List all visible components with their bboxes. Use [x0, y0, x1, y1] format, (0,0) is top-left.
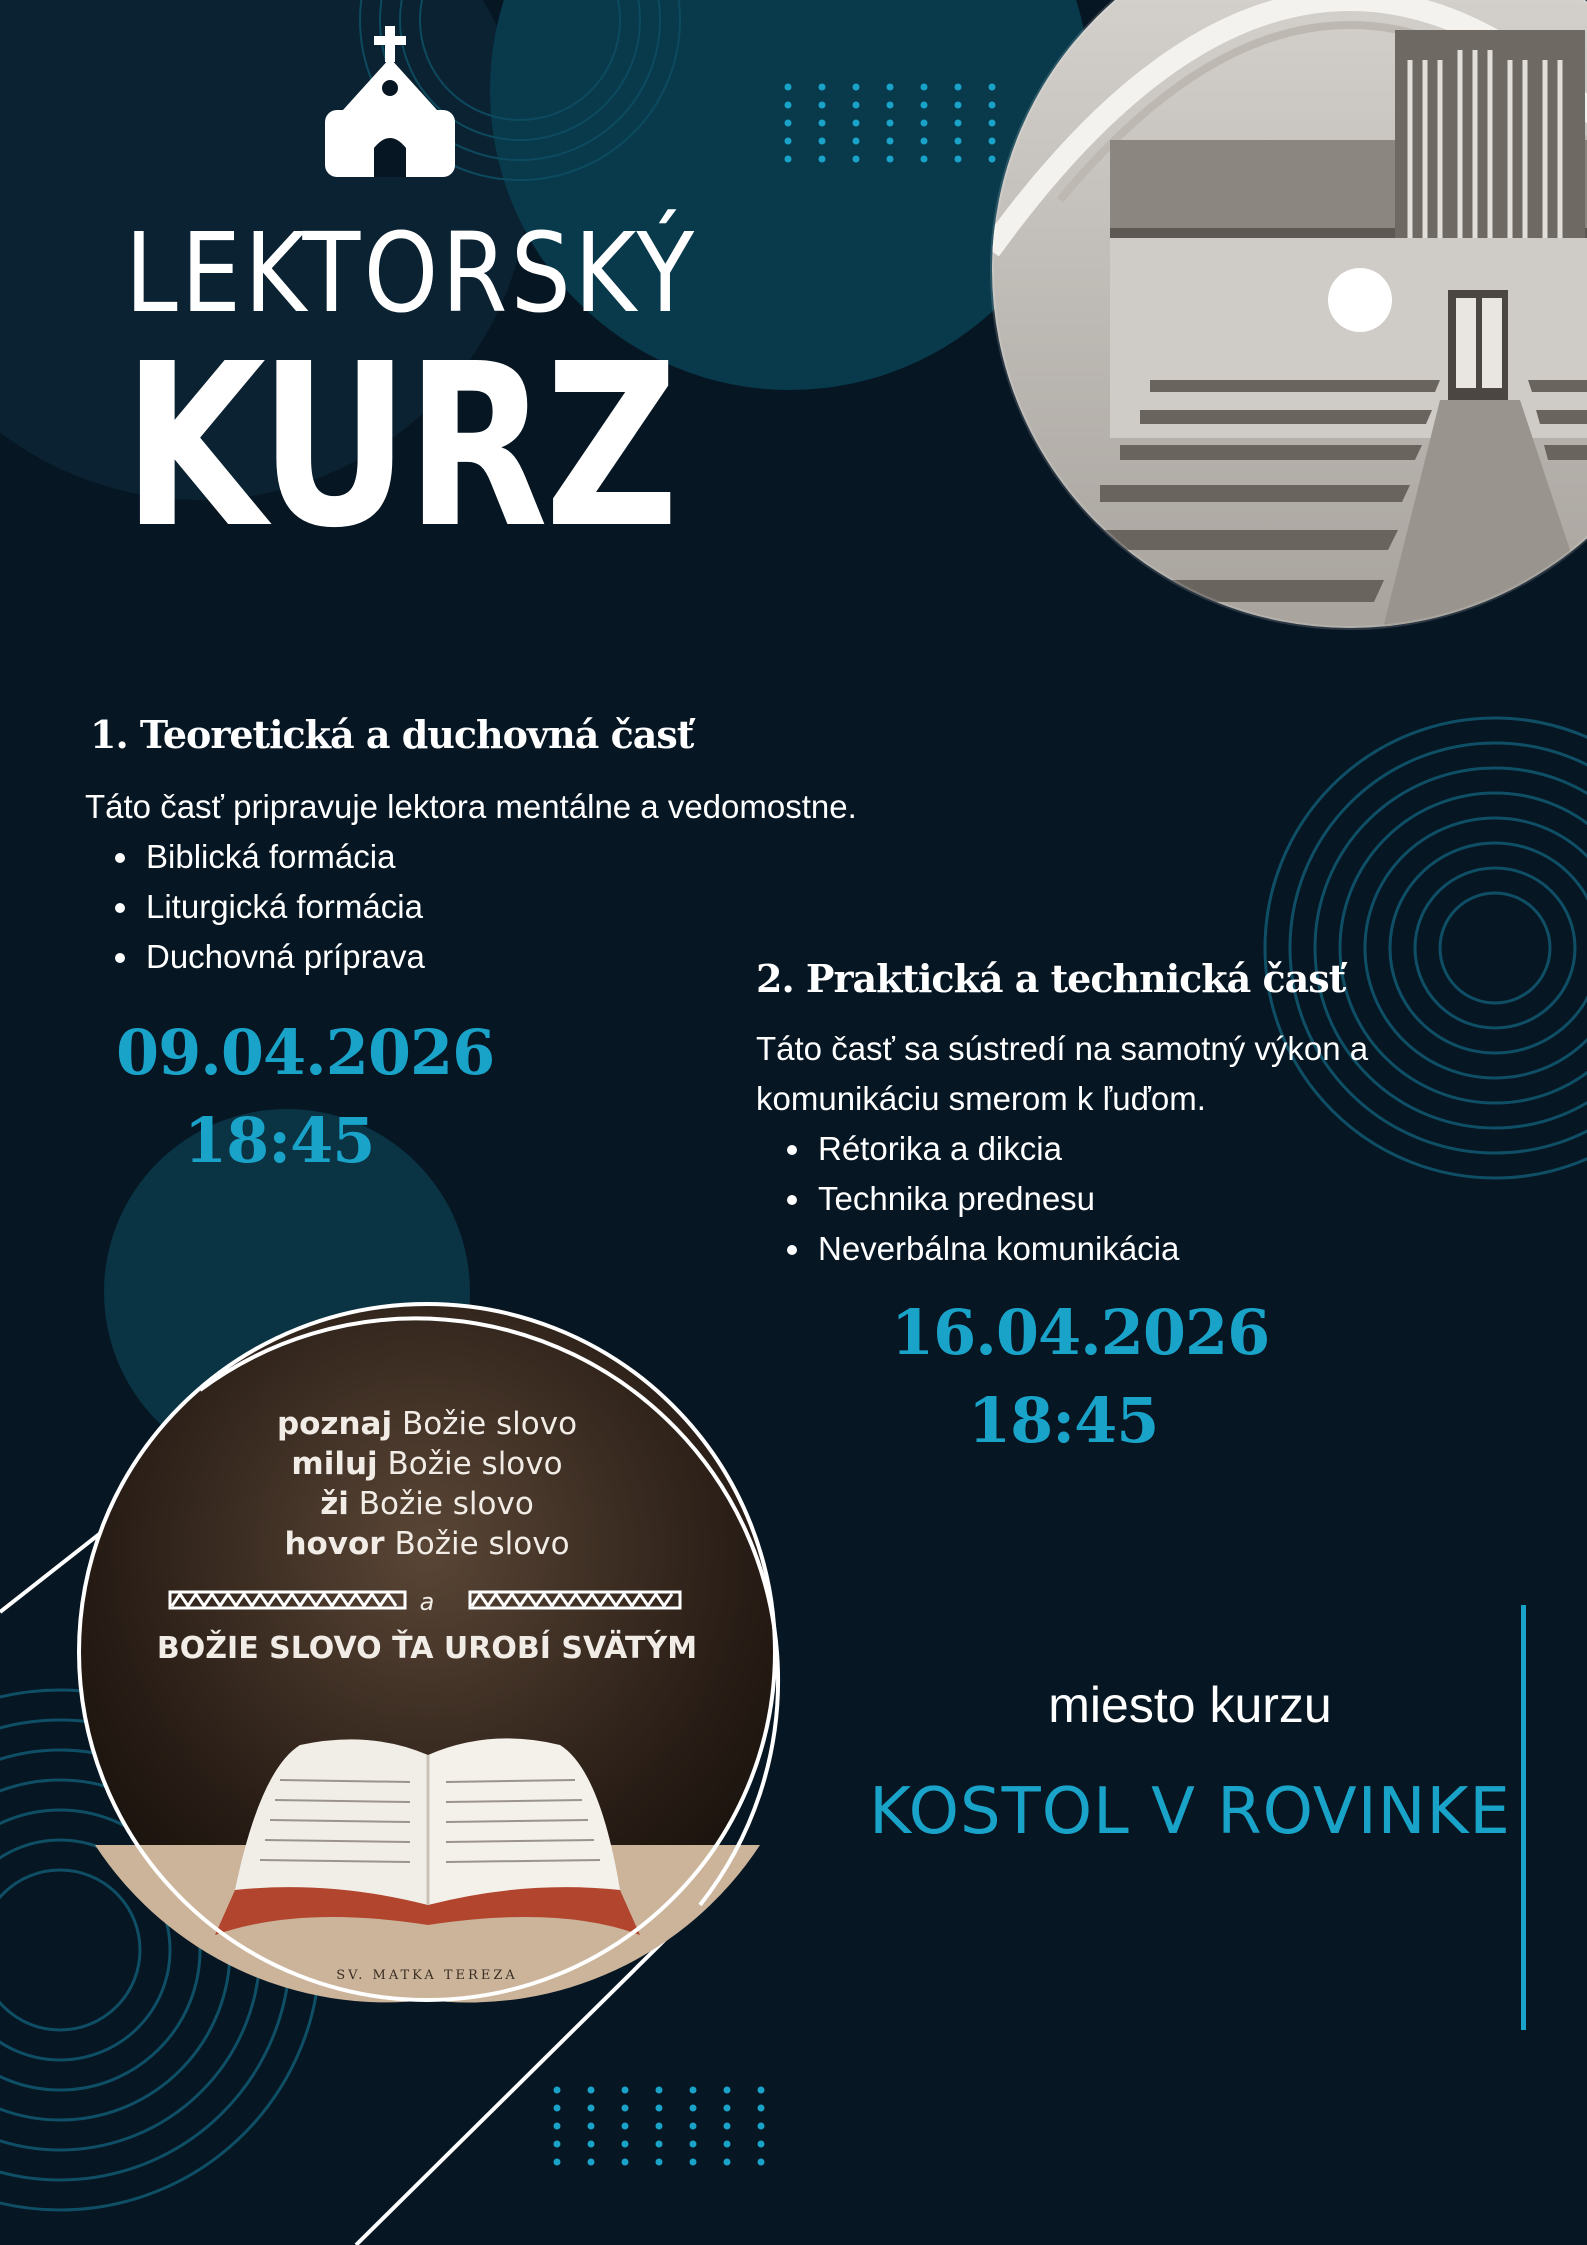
decorative-dot	[690, 2159, 697, 2166]
list-item: Liturgická formácia	[146, 882, 746, 932]
decorative-dot	[955, 102, 962, 109]
decorative-dot	[853, 138, 860, 145]
decorative-dot	[724, 2159, 731, 2166]
decorative-dot	[785, 120, 792, 127]
list-item: Duchovná príprava	[146, 932, 746, 982]
decorative-dot	[921, 102, 928, 109]
section2-list	[756, 1124, 1518, 1274]
list-item: Rétorika a dikcia	[818, 1124, 1518, 1174]
section2-date: 16.04.2026	[891, 1296, 1270, 1369]
bible-image	[79, 1304, 775, 2000]
decorative-dot	[989, 156, 996, 163]
decorative-dot	[758, 2123, 765, 2130]
verse-line: miluj Božie slovo	[291, 1446, 563, 1482]
decorative-dot	[758, 2159, 765, 2166]
decorative-dot	[955, 120, 962, 127]
list-item: Technika prednesu	[818, 1174, 1518, 1224]
decorative-dot	[588, 2141, 595, 2148]
decorative-dot	[588, 2105, 595, 2112]
decorative-dot	[656, 2087, 663, 2094]
decorative-dot	[853, 120, 860, 127]
list-item: Neverbálna komunikácia	[818, 1224, 1518, 1274]
decorative-dot	[554, 2087, 561, 2094]
section1-time: 18:45	[184, 1104, 375, 1177]
decorative-dot	[887, 102, 894, 109]
decorative-dot	[785, 102, 792, 109]
decorative-dot	[724, 2087, 731, 2094]
decorative-dot	[554, 2105, 561, 2112]
section2-description: Táto časť sa sústredí na samotný výkon a komunikáciu smerom k ľuďom.	[756, 1030, 1369, 1117]
verse-line: ži Božie slovo	[320, 1486, 534, 1522]
venue-label: miesto kurzu	[1048, 1677, 1332, 1733]
verse-connector: a	[419, 1588, 435, 1616]
decorative-dot	[724, 2141, 731, 2148]
decorative-dot	[554, 2123, 561, 2130]
verse-slogan: BOŽIE SLOVO ŤA UROBÍ SVÄTÝM	[156, 1631, 698, 1666]
decorative-dot	[785, 156, 792, 163]
section1-description: Táto časť pripravuje lektora mentálne a vedomostne.	[85, 788, 857, 825]
decorative-dot	[887, 138, 894, 145]
decorative-dot	[622, 2123, 629, 2130]
decorative-dot	[758, 2105, 765, 2112]
decorative-dot	[989, 102, 996, 109]
decorative-dot	[622, 2159, 629, 2166]
decorative-dot	[819, 120, 826, 127]
decorative-dot	[853, 84, 860, 91]
decorative-dot	[656, 2105, 663, 2112]
verse-credit: SV. MATKA TEREZA	[336, 1968, 518, 1983]
decorative-dot	[622, 2105, 629, 2112]
decorative-dot	[785, 138, 792, 145]
section1-list	[84, 832, 746, 982]
decorative-dot	[588, 2123, 595, 2130]
decorative-dot	[690, 2105, 697, 2112]
decorative-dot	[656, 2159, 663, 2166]
decorative-dot	[588, 2087, 595, 2094]
verse-line: hovor Božie slovo	[284, 1526, 570, 1562]
list-item: Biblická formácia	[146, 832, 746, 882]
decorative-dot	[622, 2087, 629, 2094]
decorative-dot	[955, 138, 962, 145]
decorative-dot	[690, 2123, 697, 2130]
decorative-dot	[819, 138, 826, 145]
decorative-dot	[758, 2087, 765, 2094]
decorative-dot	[853, 156, 860, 163]
decorative-dot	[819, 102, 826, 109]
verse-lines	[79, 1404, 775, 1564]
decorative-dot	[588, 2159, 595, 2166]
decorative-dot	[853, 102, 860, 109]
section2-heading: 2. Praktická a technická časť	[756, 956, 1346, 1001]
decorative-dot	[887, 84, 894, 91]
decorative-dot	[622, 2141, 629, 2148]
decorative-dot	[656, 2141, 663, 2148]
section1-date: 09.04.2026	[116, 1016, 495, 1089]
decorative-dot	[690, 2087, 697, 2094]
decorative-dot	[724, 2105, 731, 2112]
decorative-dot	[656, 2123, 663, 2130]
decorative-dot	[887, 120, 894, 127]
title-bold: KURZ	[123, 316, 676, 578]
decorative-dot	[554, 2141, 561, 2148]
church-interior-photo	[990, 0, 1587, 640]
decorative-dot	[690, 2141, 697, 2148]
decorative-dot	[989, 138, 996, 145]
decorative-dot	[921, 138, 928, 145]
decorative-dot	[785, 84, 792, 91]
decorative-dot	[887, 156, 894, 163]
decorative-dot	[819, 84, 826, 91]
section1-heading: 1. Teoretická a duchovná časť	[90, 712, 694, 757]
decorative-dot	[921, 156, 928, 163]
decorative-dot	[989, 120, 996, 127]
decorative-dot	[921, 120, 928, 127]
decorative-dot	[955, 156, 962, 163]
venue-accent-bar	[1521, 1605, 1526, 2030]
decorative-dot	[554, 2159, 561, 2166]
decorative-dot	[955, 84, 962, 91]
decorative-dot	[989, 84, 996, 91]
decorative-dot	[921, 84, 928, 91]
decorative-dot	[724, 2123, 731, 2130]
verse-line: poznaj Božie slovo	[276, 1406, 578, 1442]
venue-name: KOSTOL V ROVINKE	[869, 1775, 1511, 1849]
decorative-dot	[758, 2141, 765, 2148]
section2-time: 18:45	[968, 1384, 1159, 1457]
decorative-dot	[819, 156, 826, 163]
title-light: LEKTORSKÝ	[125, 209, 698, 337]
